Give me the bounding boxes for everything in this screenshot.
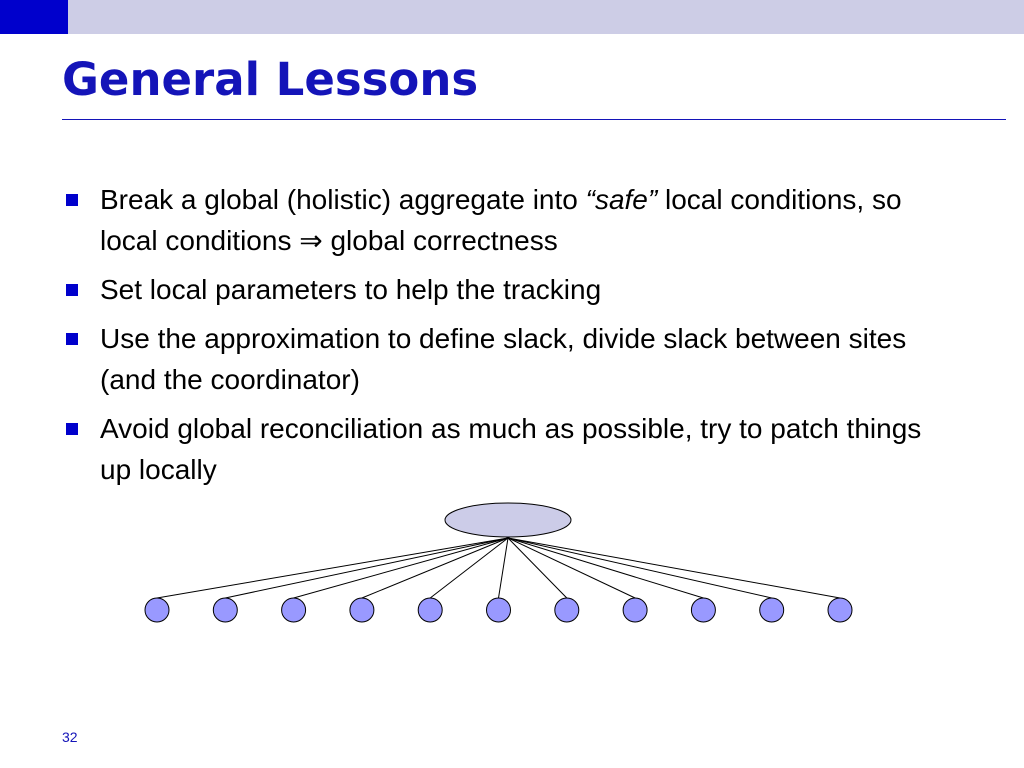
connector-line — [508, 538, 635, 598]
bullet-emphasis: “safe” — [585, 184, 658, 215]
bullet-text: Break a global (holistic) aggregate into — [100, 184, 586, 215]
site-node — [828, 598, 852, 622]
site-node — [350, 598, 374, 622]
site-node — [691, 598, 715, 622]
page-number: 32 — [62, 729, 78, 745]
site-node — [145, 598, 169, 622]
connector-line — [294, 538, 508, 598]
coordinator-node — [445, 503, 571, 537]
site-node — [623, 598, 647, 622]
bullet-text: local conditions, so local conditions ⇒ global correctness — [100, 184, 902, 256]
site-node — [282, 598, 306, 622]
connector-line — [362, 538, 508, 598]
connector-line — [508, 538, 772, 598]
site-node — [213, 598, 237, 622]
connector-line — [157, 538, 508, 598]
site-node — [487, 598, 511, 622]
slide-title: General Lessons — [62, 53, 479, 106]
site-node — [418, 598, 442, 622]
connector-line — [499, 538, 509, 598]
connector-line — [225, 538, 508, 598]
connector-line — [430, 538, 508, 598]
bullet-text: Avoid global reconciliation as much as possible, try to patch things up locally — [100, 413, 922, 485]
site-node — [760, 598, 784, 622]
site-node — [555, 598, 579, 622]
bullet-text: Set local parameters to help the tracking — [100, 274, 602, 305]
bullet-text: Use the approximation to define slack, divide slack between sites (and the coordinator) — [100, 323, 907, 395]
